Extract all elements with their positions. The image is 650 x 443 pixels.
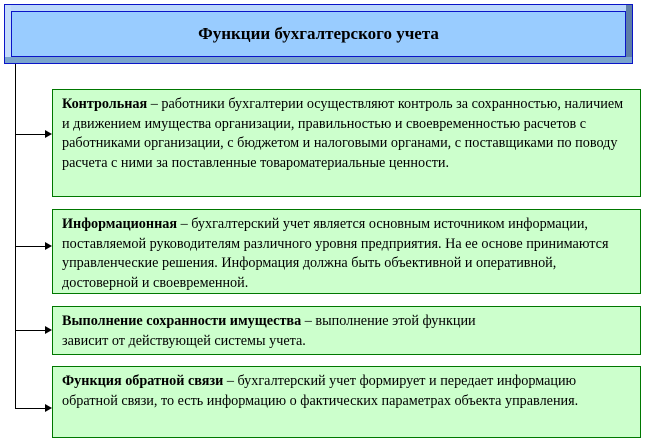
bevel-bottom bbox=[4, 57, 633, 64]
function-term: Функция обратной связи bbox=[62, 373, 224, 389]
diagram-title-box bbox=[4, 4, 633, 64]
function-description: – бухгалтерский учет формирует и передает информацию обратной связи, то есть информацию о фактических параметрах объекта управления. bbox=[62, 373, 579, 409]
title-face bbox=[11, 11, 626, 57]
function-description: – работники бухгалтерии осуществляют контроль за сохранностью, наличием и движением имущества организации, правильностью и своевременностью расчетов с работниками организации, с бюджетом и налоговыми органами, с поставщиками по поводу расчета с ними за поставленные товароматериальные ценности. bbox=[62, 96, 624, 171]
function-term: Выполнение сохранности имущества bbox=[62, 313, 302, 329]
function-description: – бухгалтерский учет является основным источником информации, поставляемой руководителям различного уровня предприятия. На ее основе принимаются управленческие решения. Информация должна быть объективной и оперативной, достоверной и своевременной. bbox=[62, 216, 609, 291]
function-box-control bbox=[52, 89, 641, 197]
function-term: Контрольная bbox=[62, 96, 148, 112]
arrow-icon bbox=[15, 330, 46, 331]
arrow-icon bbox=[15, 246, 46, 247]
function-description: – выполнение этой функции зависит от действующей системы учета. bbox=[62, 313, 476, 349]
function-term: Информационная bbox=[62, 216, 178, 232]
connector-trunk bbox=[15, 64, 16, 409]
arrow-icon bbox=[15, 408, 46, 409]
bevel-left bbox=[4, 4, 11, 64]
function-box-feedback bbox=[52, 366, 641, 438]
function-box-information bbox=[52, 209, 641, 294]
arrow-icon bbox=[15, 134, 46, 135]
bevel-right bbox=[626, 4, 633, 64]
diagram-title: Функции бухгалтерского учета bbox=[198, 24, 439, 43]
function-box-property-safety bbox=[52, 306, 641, 355]
bevel-top bbox=[4, 4, 633, 11]
